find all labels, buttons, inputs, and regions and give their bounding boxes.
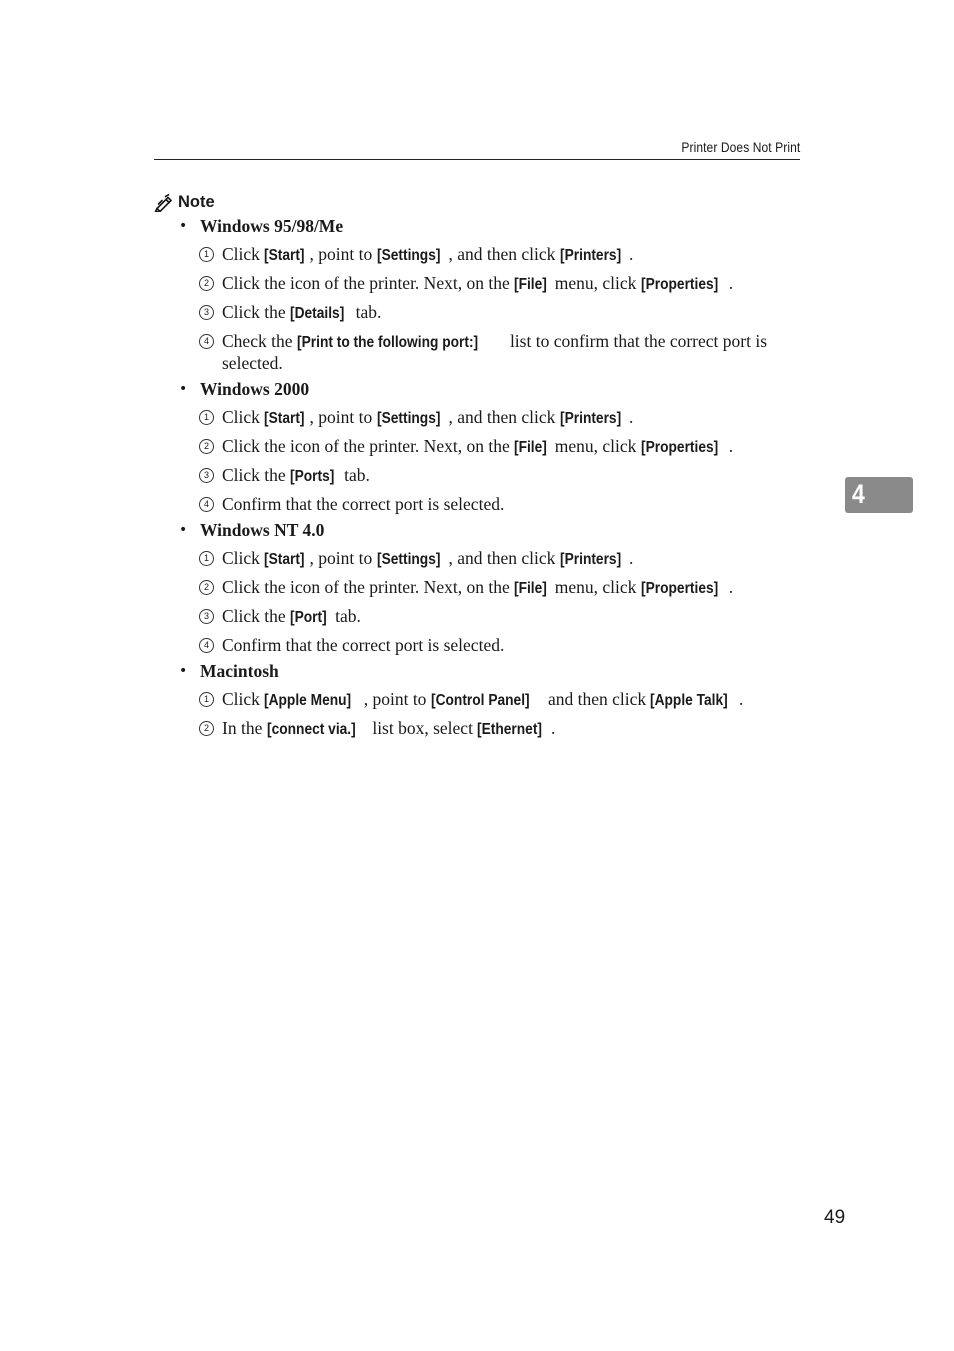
step-text: Click [222,243,265,264]
step-text: Click [222,547,265,568]
ui-term: [Control Panel] [430,691,530,709]
ui-term: [Ports] [290,467,335,485]
step-text: and then click [543,688,651,709]
step-text: . [550,717,556,738]
section-title: Windows 95/98/Me [200,216,344,236]
step-text: Check the [222,330,297,351]
step-number-icon: 4 [199,638,214,653]
step-text: , and then click [448,243,560,264]
step-text: , point to [363,688,431,709]
header-rule [154,159,800,160]
step-number-icon: 3 [199,609,214,624]
os-section [154,376,800,517]
step-text: . [728,435,734,456]
step-text: list box, select [367,717,478,738]
ui-term: [Ethernet] [477,720,543,738]
step-item [154,461,800,490]
os-section [154,213,800,376]
section-title: Windows 2000 [200,379,310,399]
ui-term: [Printers] [559,409,621,427]
step-text: Click the icon of the printer. Next, on the [222,272,515,293]
step-text: Click the icon of the printer. Next, on the [222,435,515,456]
bullet-icon: • [179,218,188,234]
ui-term: [Start] [264,246,305,264]
step-item [154,298,800,327]
step-text: Click the [222,605,291,626]
step-text: . [628,243,634,264]
step-item [154,269,800,298]
step-text: , and then click [448,547,560,568]
step-text: Click the icon of the printer. Next, on the [222,576,515,597]
step-number-icon: 2 [199,439,214,454]
step-item [154,327,800,376]
step-item [154,573,800,602]
ui-term: [Properties] [640,275,719,293]
step-text: . [728,576,734,597]
step-text: Confirm that the correct port is selected. [222,493,505,514]
step-text: Click the [222,301,291,322]
ui-term: [Apple Menu] [264,691,352,709]
ui-term: [Start] [264,550,305,568]
step-text: Confirm that the correct port is selected. [222,634,505,655]
step-number-icon: 4 [199,497,214,512]
step-number-icon: 3 [199,305,214,320]
bullet-icon: • [179,381,188,397]
step-number-icon: 2 [199,721,214,736]
chapter-tab-label: 4 [852,479,865,509]
step-text: , point to [309,547,377,568]
step-text: Click the [222,464,291,485]
step-number-icon: 1 [199,692,214,707]
note-content [154,213,800,743]
ui-term: [File] [514,438,547,456]
step-text: Click [222,406,265,427]
ui-term: [Printers] [559,550,621,568]
chapter-tab [845,477,913,513]
note-heading-label: Note [178,193,215,211]
step-text: . [738,688,744,709]
section-title: Macintosh [200,661,279,681]
step-text: tab. [339,464,370,485]
step-number-icon: 1 [199,410,214,425]
step-number-icon: 1 [199,551,214,566]
ui-term: [Port] [290,608,327,626]
step-number-icon: 4 [199,334,214,349]
step-item [154,490,800,517]
ui-term: [Printers] [559,246,621,264]
step-text: menu, click [550,435,641,456]
step-item [154,602,800,631]
ui-term: [Start] [264,409,305,427]
ui-term: [Print to the following port:] [296,333,478,351]
step-text: tab. [330,605,361,626]
step-text: . [728,272,734,293]
os-section [154,517,800,658]
bullet-icon: • [179,522,188,538]
bullet-icon: • [179,663,188,679]
step-text: tab. [351,301,382,322]
section-heading [154,213,800,240]
step-text: list to confirm that the correct port is selected. [222,330,768,373]
step-item [154,714,800,743]
section-heading [154,517,800,544]
ui-term: [File] [514,275,547,293]
step-text: . [628,406,634,427]
step-item [154,631,800,658]
step-text: , point to [309,243,377,264]
step-text: , and then click [448,406,560,427]
ui-term: [Properties] [640,579,719,597]
pencil-icon [154,194,174,212]
step-text: Click [222,688,265,709]
ui-term: [Settings] [376,550,441,568]
ui-term: [Apple Talk] [650,691,729,709]
note-heading [154,193,215,212]
step-text: menu, click [550,272,641,293]
step-item [154,685,800,714]
section-heading [154,376,800,403]
step-item [154,432,800,461]
step-text: , point to [309,406,377,427]
section-heading [154,658,800,685]
ui-term: [connect via.] [266,720,356,738]
step-number-icon: 1 [199,247,214,262]
step-number-icon: 2 [199,276,214,291]
ui-term: [Settings] [376,409,441,427]
step-item [154,403,800,432]
section-title: Windows NT 4.0 [200,520,325,540]
step-text: . [628,547,634,568]
page-number: 49 [824,1207,846,1228]
step-item [154,240,800,269]
step-number-icon: 2 [199,580,214,595]
step-text: In the [222,717,267,738]
ui-term: [Properties] [640,438,719,456]
header-title: Printer Does Not Print [681,139,800,155]
os-section [154,658,800,743]
step-number-icon: 3 [199,468,214,483]
ui-term: [File] [514,579,547,597]
ui-term: [Details] [290,304,345,322]
ui-term: [Settings] [376,246,441,264]
step-text: menu, click [550,576,641,597]
step-item [154,544,800,573]
